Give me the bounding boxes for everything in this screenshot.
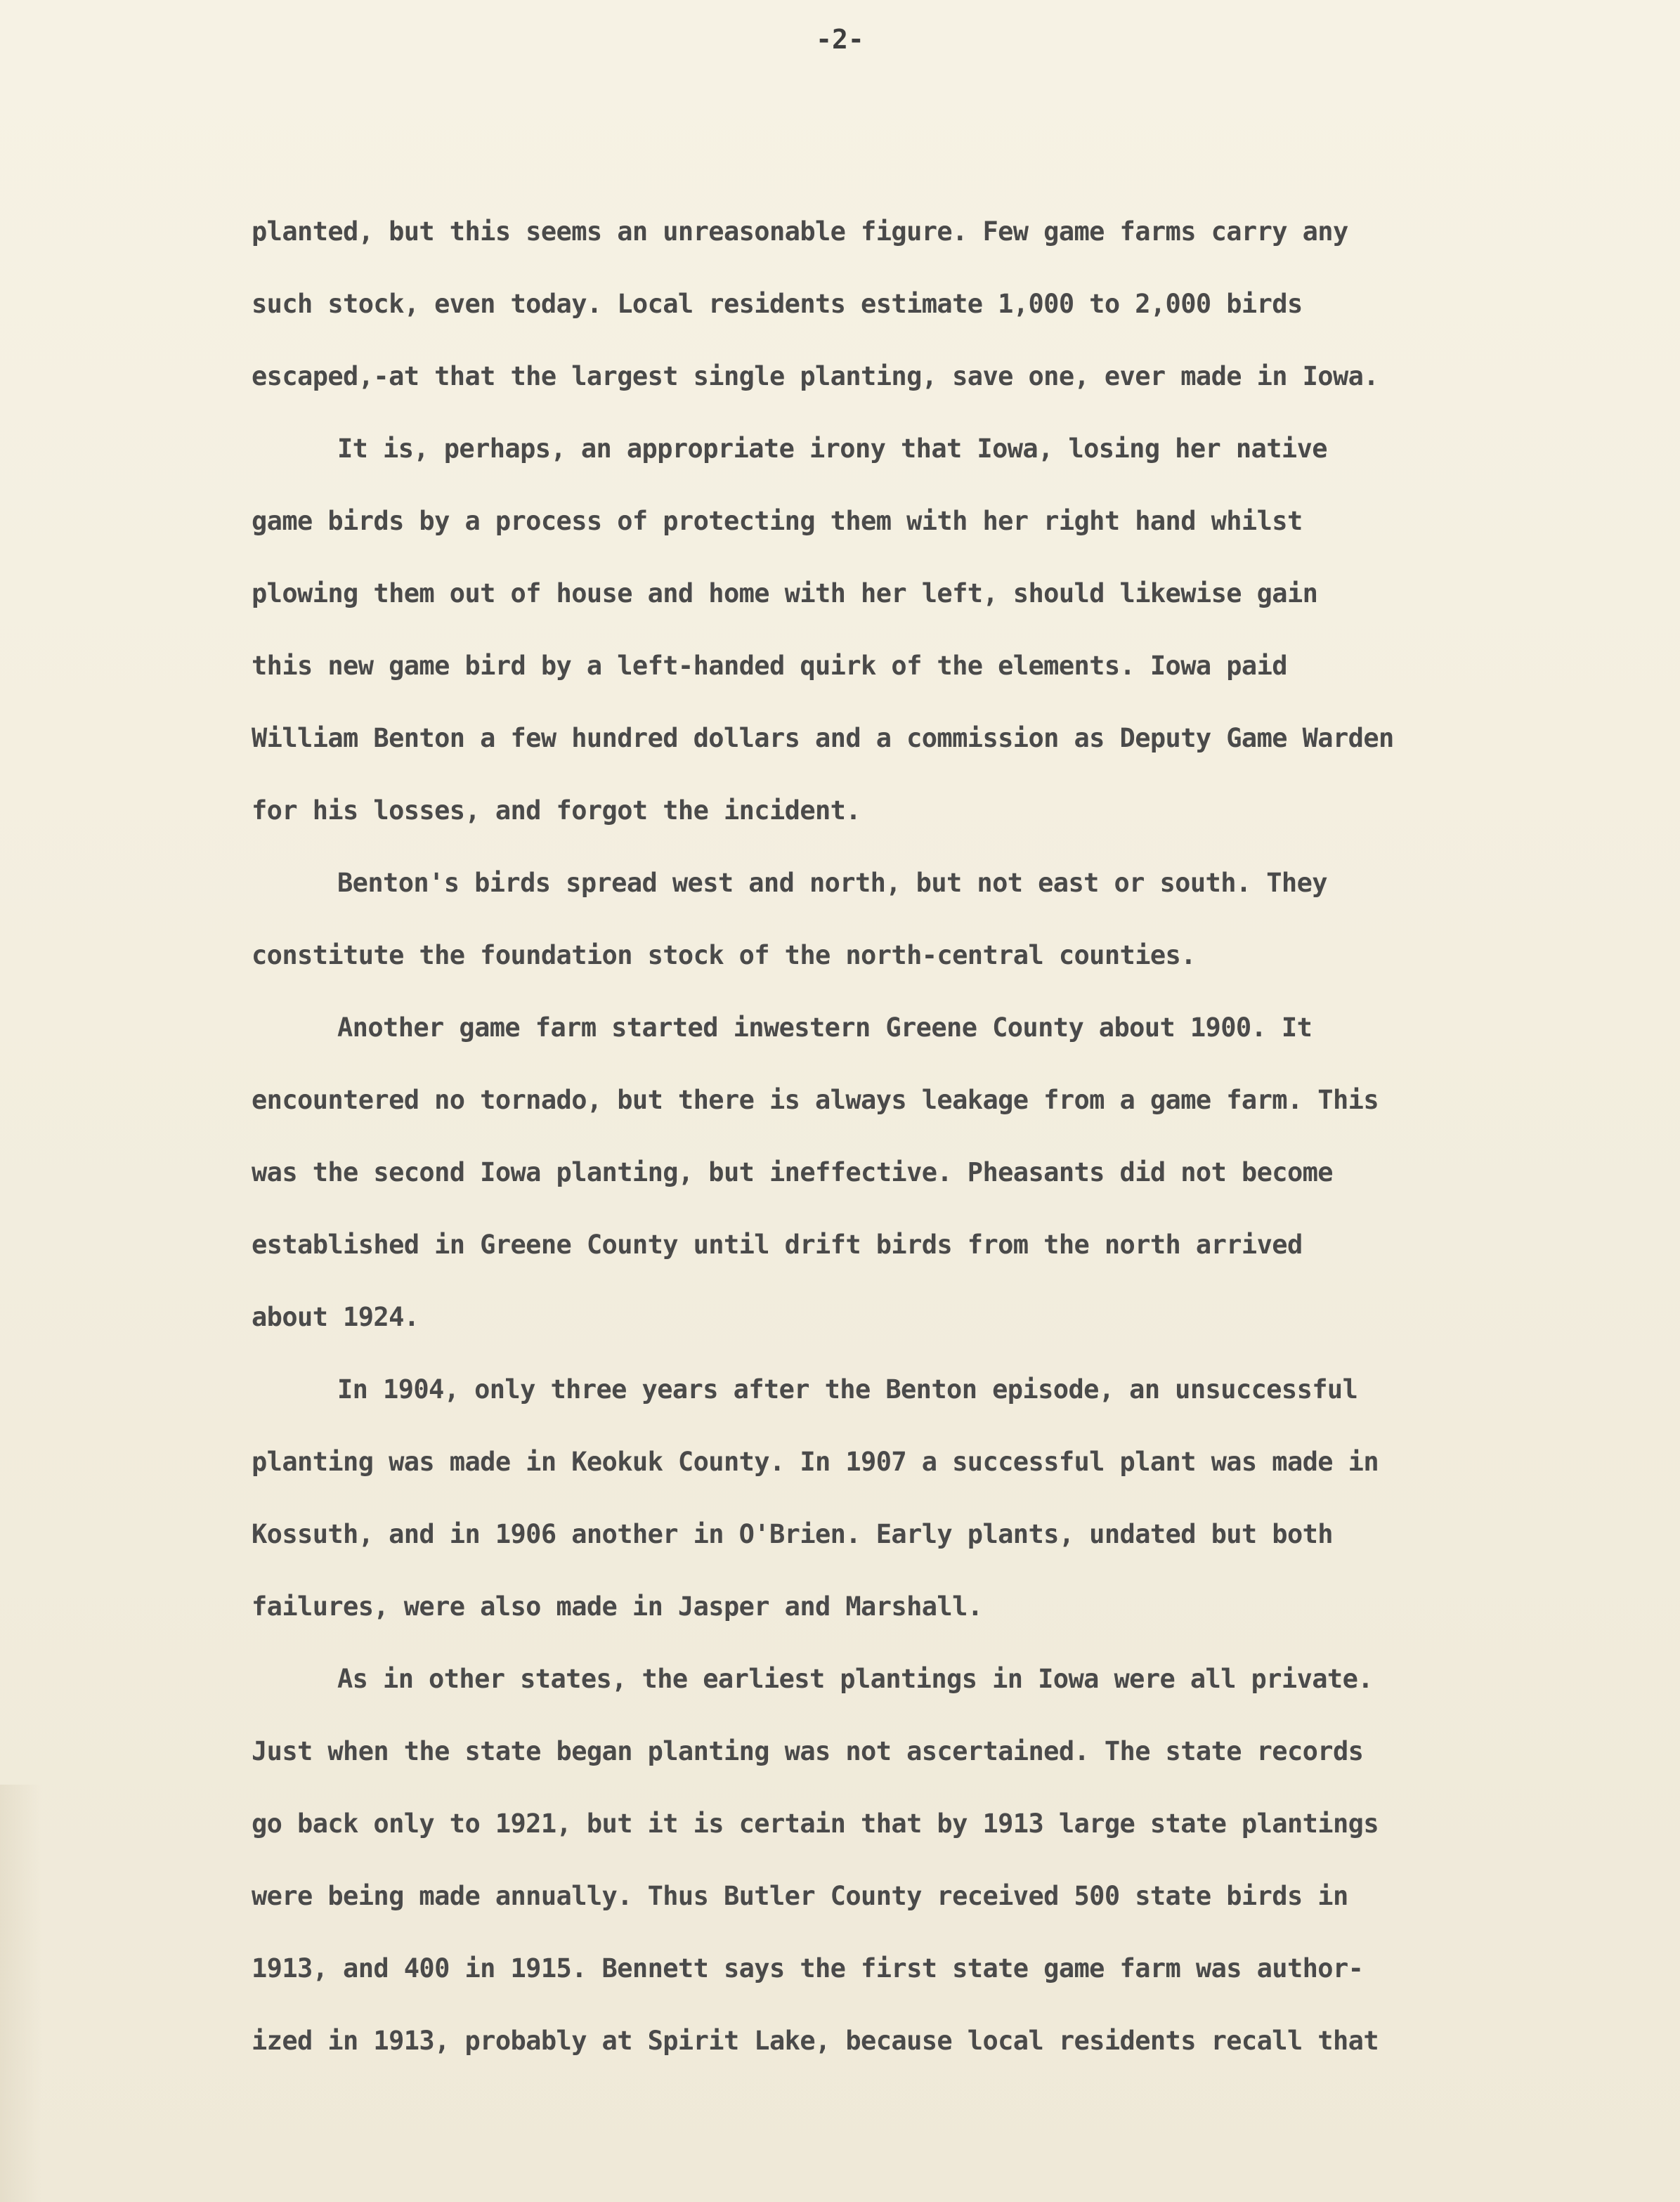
- text-line: Kossuth, and in 1906 another in O'Brien. Early plants, undated but both: [252, 1519, 1333, 1549]
- paper-fold-shadow: [0, 1785, 42, 2202]
- text-line: were being made annually. Thus Butler County received 500 state birds in: [252, 1881, 1348, 1911]
- text-line: established in Greene County until drift birds from the north arrived: [252, 1230, 1303, 1260]
- text-line: planting was made in Keokuk County. In 1907 a successful plant was made in: [252, 1447, 1379, 1477]
- text-line: this new game bird by a left-handed quirk of the elements. Iowa paid: [252, 651, 1287, 681]
- text-line: plowing them out of house and home with her left, should likewise gain: [252, 578, 1318, 608]
- text-line: such stock, even today. Local residents estimate 1,000 to 2,000 birds: [252, 289, 1303, 319]
- text-line: 1913, and 400 in 1915. Bennett says the first state game farm was author-: [252, 1953, 1364, 1983]
- text-line: ized in 1913, probably at Spirit Lake, because local residents recall that: [252, 2026, 1379, 2056]
- text-line: go back only to 1921, but it is certain that by 1913 large state plantings: [252, 1809, 1379, 1839]
- text-line: William Benton a few hundred dollars and a commission as Deputy Game Warden: [252, 723, 1394, 753]
- text-line: escaped,-at that the largest single planting, save one, ever made in Iowa.: [252, 361, 1379, 391]
- text-line: Benton's birds spread west and north, but not east or south. They: [337, 868, 1327, 898]
- text-line: planted, but this seems an unreasonable figure. Few game farms carry any: [252, 216, 1348, 247]
- text-line: It is, perhaps, an appropriate irony that Iowa, losing her native: [337, 434, 1327, 464]
- text-line: constitute the foundation stock of the north-central counties.: [252, 940, 1196, 970]
- text-line: As in other states, the earliest plantings in Iowa were all private.: [337, 1664, 1373, 1694]
- text-line: In 1904, only three years after the Benton episode, an unsuccessful: [337, 1374, 1358, 1405]
- text-line: for his losses, and forgot the incident.: [252, 795, 861, 826]
- text-line: was the second Iowa planting, but ineffective. Pheasants did not become: [252, 1157, 1333, 1187]
- typed-body-text: [252, 195, 1572, 2077]
- text-line: game birds by a process of protecting them with her right hand whilst: [252, 506, 1303, 536]
- text-line: Another game farm started inwestern Greene County about 1900. It: [337, 1012, 1313, 1043]
- text-line: Just when the state began planting was not ascertained. The state records: [252, 1736, 1364, 1766]
- text-line: about 1924.: [252, 1302, 419, 1332]
- page-number: -2-: [816, 24, 864, 55]
- text-line: failures, were also made in Jasper and Marshall.: [252, 1591, 983, 1622]
- text-line: encountered no tornado, but there is always leakage from a game farm. This: [252, 1085, 1379, 1115]
